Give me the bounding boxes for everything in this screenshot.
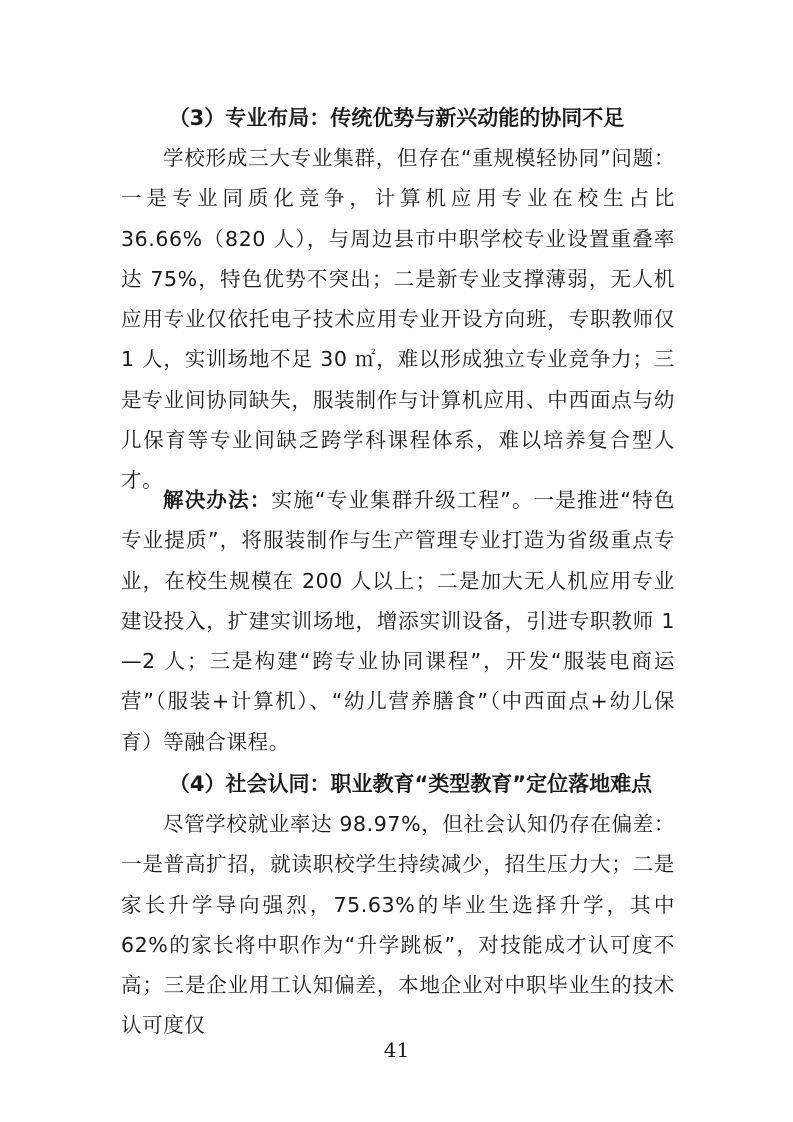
solution-text: 实施“专业集群升级工程”。一是推进“特色专业提质”，将服装制作与生产管理专业打造为省级重点专业，在校生规模在 200 人以上；二是加大无人机应用专业建设投入，扩建实训场地，增添实训设备，引进专职教师 1—2 人；三是构建“跨专业协同课程”，开发“服装电商运营”（服装+计算机）、“幼儿营养膳食”（中西面点+幼儿保育）等融合课程。 [121,488,675,754]
section-4-paragraph: 尽管学校就业率达 98.97%，但社会认知仍存在偏差：一是普高扩招，就读职校学生持续减少，招生压力大；二是家长升学导向强烈，75.63%的毕业生选择升学，其中 62%的家长将中职作为“升学跳板”，对技能成才认可度不高；三是企业用工认知偏差，本地企业对中职毕业生的技术认可度仅 [121,812,675,1038]
section-3-heading: （3）专业布局：传统优势与新兴动能的协同不足 [168,106,625,130]
section-3-paragraph: 学校形成三大专业集群，但存在“重规模轻协同”问题：一是专业同质化竞争，计算机应用专业在校生占比 36.66%（820 人），与周边县市中职学校专业设置重叠率达 75%，特色优势不突出；二是新专业支撑薄弱，无人机应用专业仅依托电子技术应用专业开设方向班，专职教师仅 1 人，实训场地不足 30 ㎡，难以形成独立专业竞争力；三是专业间协同缺失，服装制作与计算机应用、中西面点与幼儿保育等专业间缺乏跨学科课程体系，难以培养复合型人才。 [121,146,675,493]
section-4-heading: （4）社会认同：职业教育“类型教育”定位落地难点 [168,772,653,796]
solution-label: 解决办法： [163,488,272,512]
page-number: 41 [383,1038,410,1062]
solution-paragraph [121,480,675,762]
